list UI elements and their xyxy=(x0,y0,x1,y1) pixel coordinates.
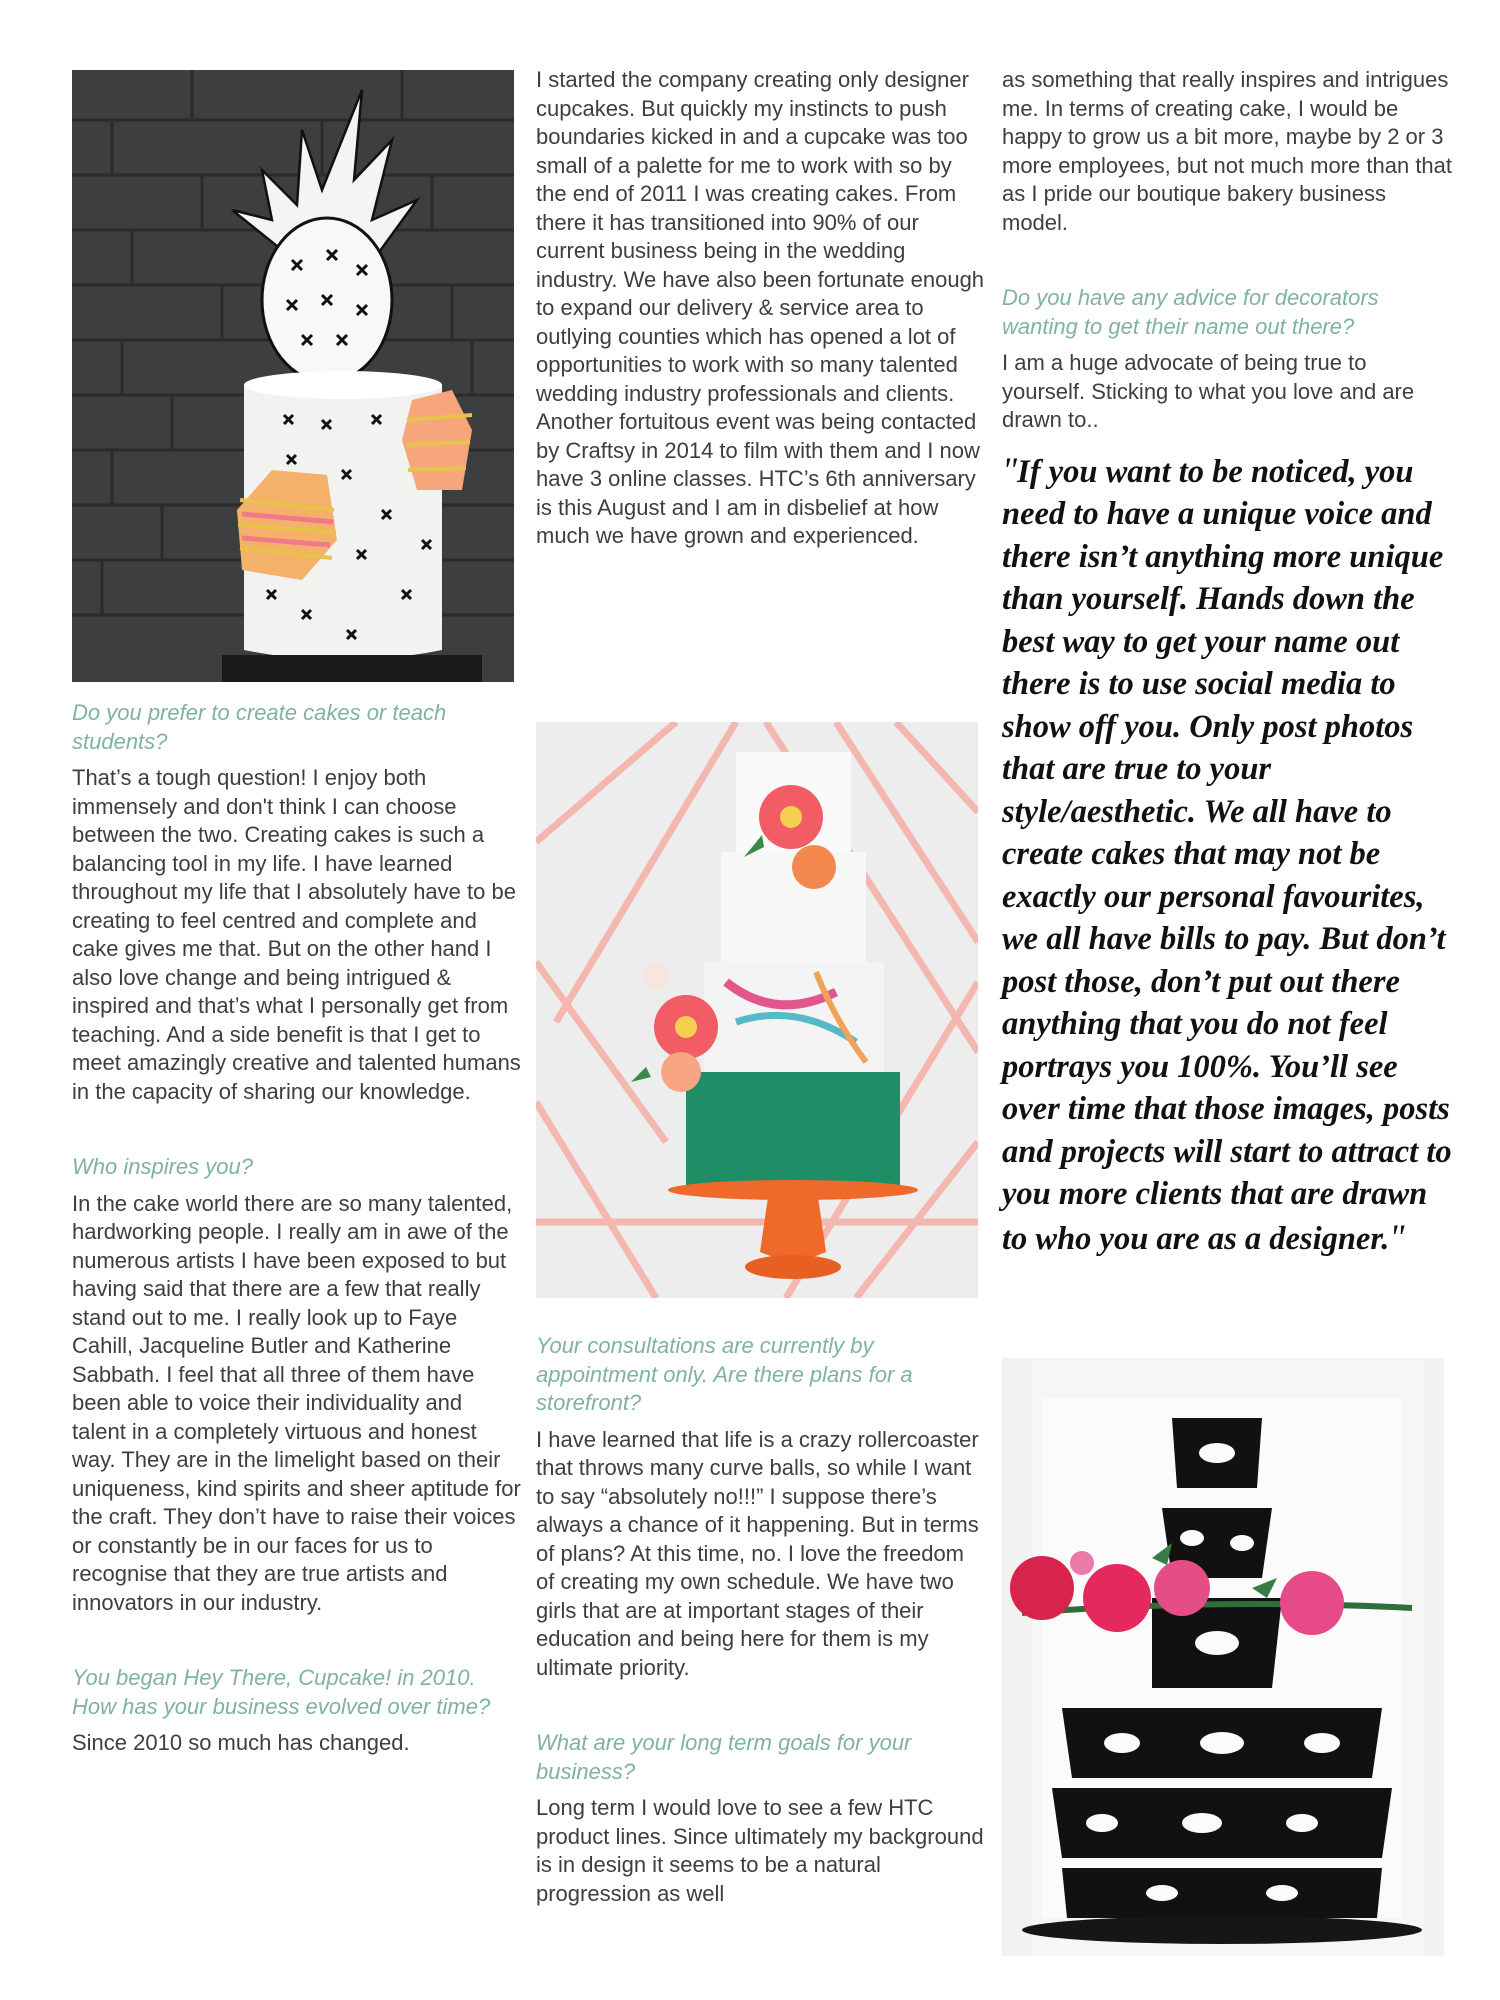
pull-quote-text: If you want to be noticed, you need to have a unique voice and there isn’t anything more unique than yourself. Hands down the best way to get your name out there is to use social media to show off you. Only post photos that are true to your style/aesthetic. We all have to create cakes that may not be exactly our personal favourites, we all have bills to pay. But don’t post those, don’t put out there anything that you do not feel portrays you 100%. You’ll see over time that those images, posts and projects will start to attract to you more clients that are drawn to who you are as a designer. xyxy=(1002,453,1452,1257)
question-who-inspires: Who inspires you? xyxy=(72,1154,253,1179)
middle-column-bottom xyxy=(536,1332,986,1908)
pineapple-cake-photo xyxy=(72,70,514,682)
question-prefer-cakes-or-teach: Do you prefer to create cakes or teach students? xyxy=(72,700,447,754)
pull-quote-close-mark: " xyxy=(1389,1216,1405,1257)
ikat-cake-photo xyxy=(1002,1358,1444,1956)
answer-business-evolved-start: Since 2010 so much has changed. xyxy=(72,1730,410,1755)
question-storefront: Your consultations are currently by appointment only. Are there plans for a storefront? xyxy=(536,1333,913,1415)
floral-tier-cake-photo xyxy=(536,722,978,1298)
pull-quote-open-mark: " xyxy=(1002,449,1018,490)
answer-prefer-cakes-or-teach: That’s a tough question! I enjoy both immensely and don't think I can choose between the two. Creating cakes is such a balancing tool in my life. I have learned throughout my life that I absolutely have to be creating to feel centred and complete and cake gives me that. But on the other hand I also love change and being intrigued & inspired and that’s what I personally get from teaching. And a side benefit is that I get to meet amazingly creative and talented humans in the capacity of sharing our knowledge. xyxy=(72,765,521,1104)
right-column xyxy=(1002,66,1452,1260)
question-business-evolved: You began Hey There, Cupcake! in 2010. How has your business evolved over time? xyxy=(72,1665,491,1719)
answer-who-inspires: In the cake world there are so many talented, hardworking people. I really am in awe of the numerous artists I have been exposed to but having said that there are a few that really stand out to me. I really look up to Faye Cahill, Jacqueline Butler and Katherine Sabbath. I feel that all three of them have been able to voice their individuality and talent in a completely virtuous and honest way. They are in the limelight based on their uniqueness, kind spirits and sheer aptitude for the craft. They don’t have to raise their voices or constantly be in our faces for us to recognise that they are true artists and innovators in our industry. xyxy=(72,1190,521,1615)
pull-quote xyxy=(1002,449,1452,1261)
question-advice-decorators: Do you have any advice for decorators wanting to get their name out there? xyxy=(1002,285,1379,339)
answer-advice-decorators: I am a huge advocate of being true to yourself. Sticking to what you love and are drawn to.. xyxy=(1002,350,1415,432)
answer-storefront: I have learned that life is a crazy rollercoaster that throws many curve balls, so while I want to say “absolutely no!!!” I suppose there’s always a chance of it happening. But in terms of plans? At this time, no. I love the freedom of creating my own schedule. We have two girls that are at important stages of their education and being here for them is my ultimate priority. xyxy=(536,1426,979,1680)
answer-long-term-goals-continued: as something that really inspires and intrigues me. In terms of creating cake, I would be happy to grow us a bit more, maybe by 2 or 3 more employees, but not much more than that as I pride our boutique bakery business model. xyxy=(1002,67,1453,235)
answer-long-term-goals: Long term I would love to see a few HTC product lines. Since ultimately my background is in design it seems to be a natural progression as well xyxy=(536,1795,984,1906)
question-long-term-goals: What are your long term goals for your business? xyxy=(536,1730,912,1784)
answer-business-evolved-continued: I started the company creating only designer cupcakes. But quickly my instincts to push boundaries kicked in and a cupcake was too small of a palette for me to work with so by the end of 2011 I was creating cakes. From there it has transitioned into 90% of our current business being in the wedding industry. We have also been fortunate enough to expand our delivery & service area to outlying counties which has opened a lot of opportunities to work with so many talented wedding industry professionals and clients. Another fortuitous event was being contacted by Craftsy in 2014 to film with them and I now have 3 online classes. HTC’s 6th anniversary is this August and I am in disbelief at how much we have grown and experienced. xyxy=(536,67,985,548)
middle-column-top xyxy=(536,66,986,551)
left-column xyxy=(72,699,522,1758)
